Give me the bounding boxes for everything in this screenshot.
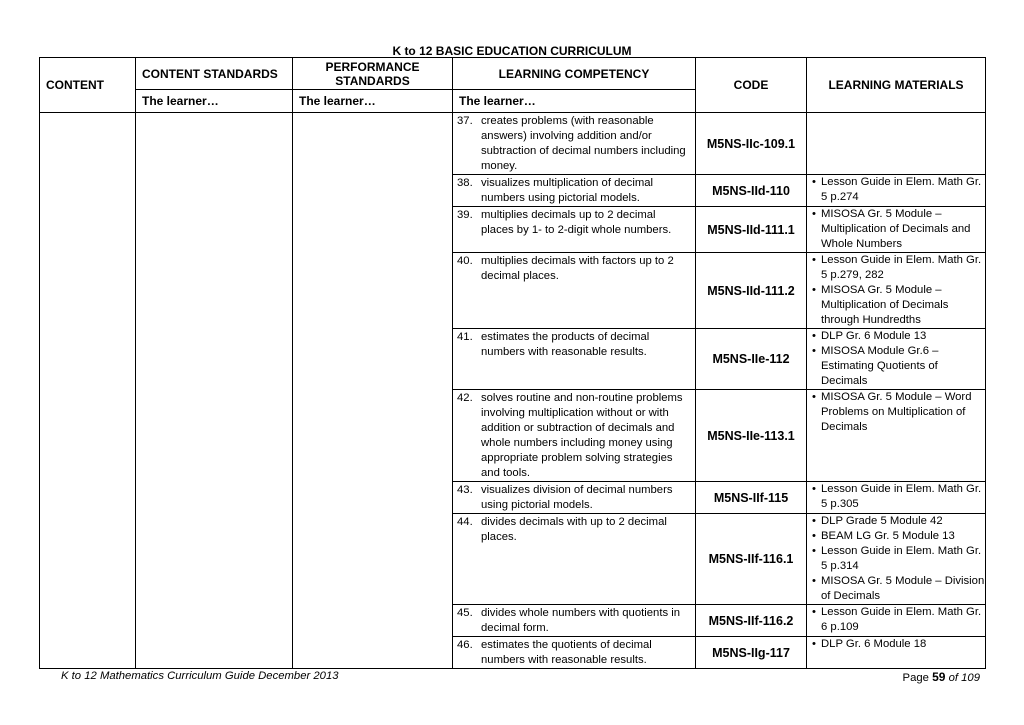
header-code: CODE (696, 58, 807, 113)
learner-label-content-standards: The learner… (136, 90, 293, 113)
header-learning-competency: LEARNING COMPETENCY (453, 58, 696, 90)
bullet-icon: • (812, 606, 816, 618)
material-item (807, 390, 985, 435)
material-text: Lesson Guide in Elem. Math Gr. 5 p.274 (821, 176, 982, 203)
competency-number: 37. (457, 115, 473, 127)
materials-cell (807, 175, 986, 207)
material-text: MISOSA Gr. 5 Module – Division of Decimals (821, 575, 985, 602)
material-text: DLP Gr. 6 Module 18 (821, 638, 927, 650)
code-cell: M5NS-IId-111.1 (696, 207, 807, 253)
competency-cell (453, 390, 696, 482)
page-total: of 109 (948, 672, 980, 684)
competency-number: 41. (457, 331, 473, 343)
competency-cell (453, 514, 696, 605)
material-text: BEAM LG Gr. 5 Module 13 (821, 530, 955, 542)
competency-cell (453, 207, 696, 253)
competency-cell (453, 605, 696, 637)
competency-number: 40. (457, 255, 473, 267)
materials-cell (807, 605, 986, 637)
material-text: DLP Gr. 6 Module 13 (821, 330, 927, 342)
material-text: Lesson Guide in Elem. Math Gr. 5 p.314 (821, 545, 982, 572)
competency-text: multiplies decimals with factors up to 2 decimal places. (481, 255, 674, 282)
learner-label-learning-competency: The learner… (453, 90, 696, 113)
bullet-icon: • (812, 284, 816, 296)
header-content: CONTENT (40, 58, 136, 113)
bullet-icon: • (812, 515, 816, 527)
material-item (807, 574, 985, 604)
competency-number: 38. (457, 177, 473, 189)
competency-number: 43. (457, 484, 473, 496)
material-text: Lesson Guide in Elem. Math Gr. 5 p.279, 282 (821, 254, 982, 281)
material-text: Lesson Guide in Elem. Math Gr. 5 p.305 (821, 483, 982, 510)
competency-cell (453, 637, 696, 669)
material-item (807, 253, 985, 283)
table-row (40, 113, 986, 175)
competency-text: estimates the quotients of decimal numbers with reasonable results. (481, 639, 652, 666)
materials-cell (807, 113, 986, 175)
material-text: MISOSA Gr. 5 Module – Multiplication of Decimals and Whole Numbers (821, 208, 971, 250)
code-cell: M5NS-IId-111.2 (696, 253, 807, 329)
competency-text: estimates the products of decimal numbers with reasonable results. (481, 331, 650, 358)
content-standards-cell (136, 113, 293, 669)
header-content-standards: CONTENT STANDARDS (136, 58, 293, 90)
page-label: Page (902, 672, 929, 684)
bullet-icon: • (812, 545, 816, 557)
competency-text: creates problems (with reasonable answers) involving addition and/or subtraction of decimal numbers including money. (481, 115, 686, 172)
competency-text: visualizes division of decimal numbers using pictorial models. (481, 484, 673, 511)
bullet-icon: • (812, 483, 816, 495)
material-item (807, 344, 985, 389)
header-learning-materials: LEARNING MATERIALS (807, 58, 986, 113)
code-cell: M5NS-IIe-112 (696, 329, 807, 390)
material-text: MISOSA Gr. 5 Module – Word Problems on Multiplication of Decimals (821, 391, 972, 433)
competency-cell (453, 329, 696, 390)
footer-page-indicator (903, 670, 980, 684)
competency-cell (453, 175, 696, 207)
material-item (807, 605, 985, 635)
competency-cell (453, 482, 696, 514)
material-item (807, 175, 985, 205)
materials-cell (807, 253, 986, 329)
learner-label-performance-standards: The learner… (293, 90, 453, 113)
material-item (807, 529, 985, 544)
material-item (807, 482, 985, 512)
competency-text: visualizes multiplication of decimal numbers using pictorial models. (481, 177, 654, 204)
materials-cell (807, 390, 986, 482)
competency-text: solves routine and non-routine problems involving multiplication without or with addition or subtraction of decimals and whole numbers including money using appropriate problem solving strategies and tools. (481, 392, 683, 479)
bullet-icon: • (812, 575, 816, 587)
competency-number: 44. (457, 516, 473, 528)
header-performance-standards: PERFORMANCE STANDARDS (293, 58, 453, 90)
page-number: 59 (932, 670, 946, 684)
footer-guide-title: K to 12 Mathematics Curriculum Guide December 2013 (61, 670, 339, 682)
bullet-icon: • (812, 638, 816, 650)
competency-text: divides whole numbers with quotients in decimal form. (481, 607, 681, 634)
bullet-icon: • (812, 208, 816, 220)
competency-number: 46. (457, 639, 473, 651)
materials-cell (807, 637, 986, 669)
performance-standards-cell (293, 113, 453, 669)
competency-number: 45. (457, 607, 473, 619)
bullet-icon: • (812, 345, 816, 357)
material-text: MISOSA Gr. 5 Module – Multiplication of Decimals through Hundredths (821, 284, 949, 326)
materials-cell (807, 329, 986, 390)
curriculum-table (39, 57, 986, 669)
code-cell: M5NS-IIf-116.2 (696, 605, 807, 637)
materials-cell (807, 482, 986, 514)
bullet-icon: • (812, 176, 816, 188)
competency-number: 39. (457, 209, 473, 221)
material-text: MISOSA Module Gr.6 – Estimating Quotients of Decimals (821, 345, 939, 387)
competency-text: divides decimals with up to 2 decimal places. (481, 516, 667, 543)
code-cell: M5NS-IIc-109.1 (696, 113, 807, 175)
competency-cell (453, 253, 696, 329)
code-cell: M5NS-IId-110 (696, 175, 807, 207)
content-cell (40, 113, 136, 669)
competency-cell (453, 113, 696, 175)
code-cell: M5NS-IIg-117 (696, 637, 807, 669)
materials-cell (807, 514, 986, 605)
materials-cell (807, 207, 986, 253)
document-title: K to 12 BASIC EDUCATION CURRICULUM (392, 44, 632, 58)
material-text: DLP Grade 5 Module 42 (821, 515, 943, 527)
bullet-icon: • (812, 330, 816, 342)
bullet-icon: • (812, 530, 816, 542)
material-item (807, 283, 985, 328)
competency-number: 42. (457, 392, 473, 404)
competency-text: multiplies decimals up to 2 decimal places by 1- to 2-digit whole numbers. (481, 209, 672, 236)
bullet-icon: • (812, 254, 816, 266)
material-item (807, 207, 985, 252)
material-item (807, 544, 985, 574)
material-item (807, 637, 985, 652)
material-item (807, 514, 985, 529)
code-cell: M5NS-IIf-115 (696, 482, 807, 514)
bullet-icon: • (812, 391, 816, 403)
material-text: Lesson Guide in Elem. Math Gr. 6 p.109 (821, 606, 982, 633)
code-cell: M5NS-IIf-116.1 (696, 514, 807, 605)
code-cell: M5NS-IIe-113.1 (696, 390, 807, 482)
material-item (807, 329, 985, 344)
